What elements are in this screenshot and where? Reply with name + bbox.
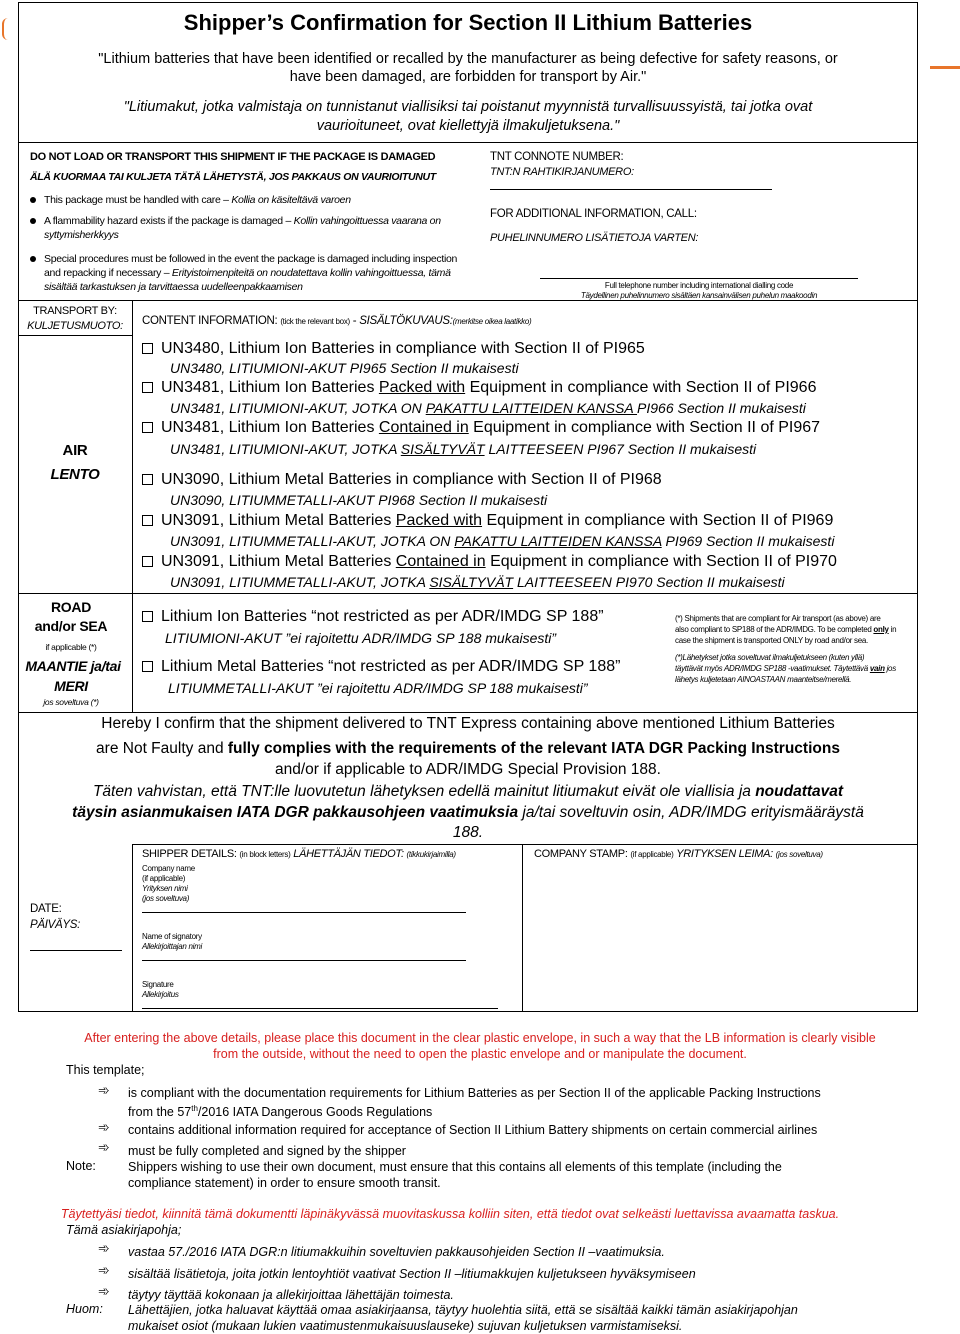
road-applicable-note: if applicable (*) [45, 642, 97, 652]
phone-hint-fi: Täydellinen puhelinnumero sisältäen kansainvälisen puhelun maakoodin [580, 291, 818, 300]
warning-title-fi: ÄLÄ KUORMAA TAI KULJETA TÄTÄ LÄHETYSTÄ, JOS PAKKAUS ON VAURIOITUNUT [30, 171, 436, 183]
checkbox[interactable] [142, 382, 153, 393]
company-name-label: Company name (if applicable) Yrityksen nimi (jos soveltuva) [142, 864, 195, 903]
signature-label: Signature Allekirjoitus [142, 980, 179, 999]
footer-fi-note: Lähettäjien, jotka haluavat käyttää omaa asiakirjaansa, täytyy huolehtia siitä, että se sisältää kaikki tämän asiakirjapohjan mukaiset osiot (mukaan lukien vaatimustenmukaisuuslauseke) sujuvan kuljetuksen varmistamiseksi. [128, 1303, 798, 1333]
footer-fi-bullet-2: sisältää lisätietoja, joita jotkin lentoyhtiöt vaativat Section II –litiumakkujen kuljetukseen hyväksymiseen [128, 1267, 696, 1281]
additional-info-label: FOR ADDITIONAL INFORMATION, CALL: [490, 208, 697, 220]
road-label-2: and/or SEA [34, 618, 108, 634]
content-info-heading: CONTENT INFORMATION: (tick the relevant box) - SISÄLTÖKUVAUS:(merkitse oikea laatikko) [142, 315, 532, 327]
warning-title-en: DO NOT LOAD OR TRANSPORT THIS SHIPMENT IF THE PACKAGE IS DAMAGED [30, 151, 436, 163]
header-divider [18, 142, 918, 143]
warning-bullet-2: A flammability hazard exists if the package is damaged – Kollin vahingoittuessa vaarana on syttymisherkkyys [30, 214, 450, 242]
footer-en-bullet-3: must be fully completed and signed by the shipper [128, 1144, 406, 1158]
footer-en-red-line-2: from the outside, without the need to open the plastic envelope and or manipulate the document. [213, 1047, 747, 1061]
warning-divider [18, 300, 918, 301]
intro-en-line-2: have been damaged, are forbidden for transport by Air." [289, 69, 647, 85]
stamp-column-divider [522, 844, 523, 1012]
option-un3090-fi: UN3090, LITIUMMETALLI-AKUT PI968 Section II mukaisesti [170, 492, 548, 508]
company-name-input-line[interactable] [142, 912, 466, 913]
date-column-divider [132, 844, 133, 1012]
intro-fi-line-2: vaurioituneet, ovat kiellettyjä ilmakuljetuksena." [316, 118, 620, 134]
air-road-divider [18, 593, 132, 594]
date-input-line[interactable] [30, 950, 122, 951]
phone-number-line [540, 278, 858, 279]
checkbox[interactable] [142, 556, 153, 567]
confirm-fi-line-2: täysin asianmukaisen IATA DGR pakkausohjeen vaatimuksia ja/tai soveltuvin osin, ADR/IMDG erityismääräystä [72, 804, 864, 821]
option-un3090[interactable]: UN3090, Lithium Metal Batteries in compliance with Section II of PI968 [142, 470, 662, 490]
intro-fi-line-1: "Litiumakut, jotka valmistaja on tunnistanut viallisiksi tai poistanut myynnistä turvallisuussyistä, tai jotka ovat [123, 99, 813, 115]
footer-fi-bullet-3: täytyy täyttää kokonaan ja allekirjoittaa lähettäjän toimesta. [128, 1288, 454, 1302]
options-bottom-divider [18, 712, 918, 713]
arrow-bullet-icon: ➾ [98, 1283, 110, 1299]
air-label-fi: LENTO [50, 466, 100, 483]
checkbox[interactable] [142, 343, 153, 354]
footer-en-bullet-1: is compliant with the documentation requirements for Lithium Batteries as per Section II of the applicable Packing Instructions from the 57th/2016 IATA Dangerous Goods Regulations [128, 1086, 821, 1120]
footer-fi-bullet-1: vastaa 57./2016 IATA DGR:n litiumakkuihin soveltuvien pakkausohjeiden Section II –vaatimuksia. [128, 1245, 665, 1259]
road-footnote: (*) Shipments that are compliant for Air transport (as above) are also compliant to SP188 of the ADR/IMDG. To be completed only in case the shipment is transported ONLY by road and/or sea. (*)Lähetykset jotka soveltuvat ilmakuljetukseen (kuten yllä) täyttävät myös ADR/IMDG SP188 -vaatimukset. Täytettävä vain jos lähetys kuljetetaan AINOASTAAN maanteitse/merellä. [675, 614, 897, 684]
option-un3481-contained-fi: UN3481, LITIUMIONI-AKUT, JOTKA SISÄLTYVÄT LAITTEESEEN PI967 Section II mukaisesti [170, 441, 757, 457]
option-un3480-fi: UN3480, LITIUMIONI-AKUT PI965 Section II mukaisesti [170, 360, 519, 376]
air-road-options-divider [132, 593, 918, 594]
footer-en-red-line-1: After entering the above details, please place this document in the clear plastic envelope, in such a way that the LB information is clearly visible [84, 1031, 876, 1045]
signatory-input-line[interactable] [142, 960, 466, 961]
additional-info-label-fi: PUHELINNUMERO LISÄTIETOJA VARTEN: [490, 232, 699, 244]
arrow-bullet-icon: ➾ [98, 1119, 110, 1135]
option-un3091-contained-fi: UN3091, LITIUMMETALLI-AKUT, JOTKA SISÄLTYVÄT LAITTEESEEN PI970 Section II mukaisesti [170, 574, 785, 590]
confirm-en-line-3: and/or if applicable to ADR/IMDG Special Provision 188. [275, 761, 661, 778]
warning-bullet-3: Special procedures must be followed in the event the package is damaged including inspection and repacking if necessary – Erityistoimenpiteitä on noudatettava kollin vahingoittuessa, tämä sisältää tarkastuksen ja tarvittaessa uudelleenpakkaamisen [30, 252, 468, 294]
road-label: ROAD [50, 599, 92, 615]
checkbox[interactable] [142, 515, 153, 526]
confirm-fi-line-1: Täten vahvistan, että TNT:lle luovutetun lähetyksen edellä mainitut litiumakut eivät ole viallisia ja noudattavat [92, 783, 844, 800]
connote-number-line [490, 189, 772, 190]
confirm-fi-line-3: 188. [452, 824, 484, 841]
checkbox[interactable] [142, 474, 153, 485]
date-label: DATE: [30, 903, 62, 915]
air-label: AIR [62, 442, 88, 459]
tnt-connote-label: TNT CONNOTE NUMBER: [490, 151, 624, 163]
tnt-connote-label-fi: TNT:N RAHTIKIRJANUMERO: [490, 166, 634, 178]
option-un3091-packed-fi: UN3091, LITIUMMETALLI-AKUT, JOTKA ON PAKATTU LAITTEIDEN KANSSA PI969 Section II mukaisesti [170, 533, 835, 549]
confirm-en-line-1: Hereby I confirm that the shipment delivered to TNT Express containing above mentioned Lithium Batteries [101, 715, 835, 732]
option-un3091-contained[interactable]: UN3091, Lithium Metal Batteries Contained in Equipment in compliance with Section II of PI970 [142, 552, 837, 572]
left-edge-mark [2, 18, 10, 40]
option-lithium-metal-not-restricted[interactable]: Lithium Metal Batteries “not restricted as per ADR/IMDG SP 188” [142, 657, 620, 677]
option-lithium-metal-not-restricted-fi: LITIUMMETALLI-AKUT ”ei rajoitettu ADR/IMDG SP 188 mukaisesti” [168, 680, 588, 696]
footer-fi-note-label: Huom: [66, 1302, 103, 1316]
right-edge-mark [930, 66, 960, 69]
transport-by-label: TRANSPORT BY: [33, 305, 117, 317]
transport-header-divider [18, 335, 132, 336]
intro-en-line-1: "Lithium batteries that have been identified or recalled by the manufacturer as being defective for safety reasons, or [98, 51, 838, 67]
date-label-fi: PÄIVÄYS: [30, 919, 81, 931]
signatory-label: Name of signatory Allekirjoittajan nimi [142, 932, 202, 951]
checkbox[interactable] [142, 661, 153, 672]
option-un3481-contained[interactable]: UN3481, Lithium Ion Batteries Contained in Equipment in compliance with Section II of PI967 [142, 418, 820, 438]
arrow-bullet-icon: ➾ [98, 1262, 110, 1278]
arrow-bullet-icon: ➾ [98, 1240, 110, 1256]
arrow-bullet-icon: ➾ [98, 1082, 110, 1098]
warning-bullet-1: This package must be handled with care – Kollia on käsiteltävä varoen [30, 193, 470, 207]
option-lithium-ion-not-restricted[interactable]: Lithium Ion Batteries “not restricted as per ADR/IMDG SP 188” [142, 607, 604, 627]
page-title: Shipper’s Confirmation for Section II Lithium Batteries [183, 10, 753, 35]
road-applicable-note-fi: jos soveltuva (*) [43, 697, 99, 707]
phone-hint: Full telephone number including international dialling code [604, 281, 794, 290]
option-un3480[interactable]: UN3480, Lithium Ion Batteries in compliance with Section II of PI965 [142, 339, 645, 359]
footer-en-template-label: This template; [66, 1063, 145, 1077]
confirm-en-line-2: are Not Faulty and fully complies with the requirements of the relevant IATA DGR Packing Instructions [96, 740, 840, 757]
company-stamp-heading: COMPANY STAMP: (if applicable) YRITYKSEN LEIMA: (jos soveltuva) [534, 848, 823, 860]
footer-fi-template-label: Tämä asiakirjapohja; [66, 1223, 182, 1237]
footer-fi-red-line: Täytettyäsi tiedot, kiinnitä tämä dokumentti läpinäkyvässä muovitaskussa kolliin siten, että tiedot ovat selkeästi luettavissa avaamatta taskua. [60, 1207, 840, 1221]
confirmation-divider [132, 844, 918, 845]
checkbox[interactable] [142, 611, 153, 622]
shipper-details-heading: SHIPPER DETAILS: (in block letters) LÄHETTÄJÄN TIEDOT: (tikkukirjaimilla) [142, 848, 456, 860]
road-label-fi-2: MERI [54, 678, 88, 694]
road-label-fi: MAANTIE ja/tai [25, 658, 121, 674]
signature-input-line[interactable] [142, 1008, 498, 1009]
option-un3091-packed[interactable]: UN3091, Lithium Metal Batteries Packed with Equipment in compliance with Section II of PI969 [142, 511, 833, 531]
footer-en-bullet-2: contains additional information required for acceptance of Section II Lithium Battery shipments on certain commercial airlines [128, 1123, 818, 1137]
option-un3481-packed-fi: UN3481, LITIUMIONI-AKUT, JOTKA ON PAKATTU LAITTEIDEN KANSSA PI966 Section II mukaisesti [170, 400, 806, 416]
footer-en-note-label: Note: [66, 1159, 96, 1173]
option-un3481-packed[interactable]: UN3481, Lithium Ion Batteries Packed with Equipment in compliance with Section II of PI966 [142, 378, 816, 398]
footer-en-note: Shippers wishing to use their own document, must ensure that this contains all elements of this template (including the compliance statement) in order to ensure smooth transit. [128, 1160, 782, 1190]
option-lithium-ion-not-restricted-fi: LITIUMIONI-AKUT ”ei rajoitettu ADR/IMDG SP 188 mukaisesti” [165, 630, 557, 646]
transport-column-divider [132, 300, 133, 712]
arrow-bullet-icon: ➾ [98, 1139, 110, 1155]
checkbox[interactable] [142, 422, 153, 433]
transport-by-label-fi: KULJETUSMUOTO: [27, 320, 123, 332]
